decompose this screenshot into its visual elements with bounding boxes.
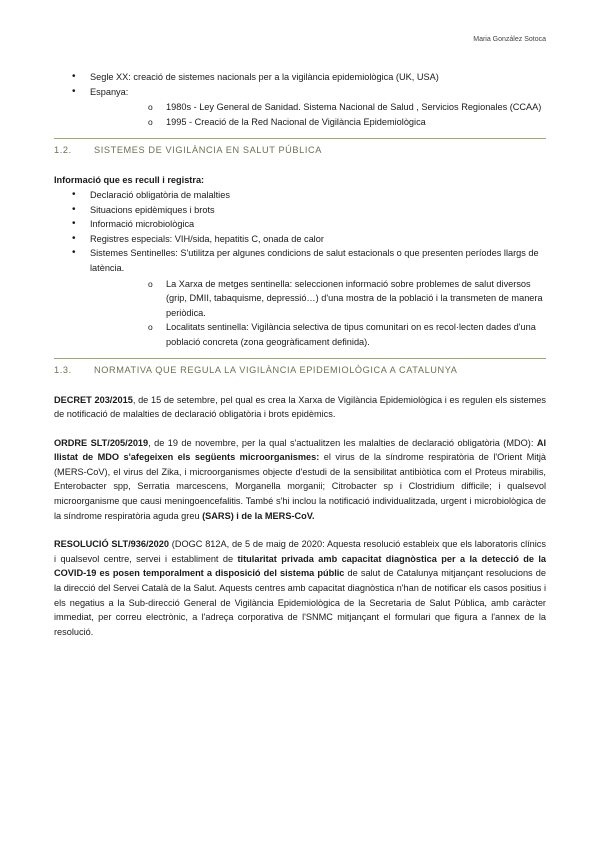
list-item: • Registres especials: VIH/sida, hepatitis C, onada de calor xyxy=(54,232,546,247)
info-list xyxy=(54,188,546,350)
section-number: 1.2. xyxy=(54,145,72,156)
section-heading-1-3 xyxy=(54,358,546,379)
list-item: o Localitats sentinella: Vigilància selectiva de tipus comunitari on es recol·lecten dades d'una població concreta (zona geogràficament definida). xyxy=(90,320,546,349)
info-heading: Informació que es recull i registra: xyxy=(54,175,205,186)
list-item: • Segle XX: creació de sistemes nacionals per a la vigilància epidemiològica (UK, USA) xyxy=(54,70,546,85)
ordre-paragraph: ORDRE SLT/205/2019, de 19 de novembre, per la qual s'actualitzen les malalties de declaració obligatòria (MDO): Al llistat de MDO s'afegeixen els següents microorganismes: el virus de la síndrome respiratòria de l'Orient Mitjà (MERS-CoV), el virus del Zika, i microorganismes objecte d'estudi de la sensibilitat antibiòtica com el Proteus mirabilis, Enterobacter spp, Serratia marcescens, Morganella morganii; Citrobacter sp i Clostridium difficile; i qualsevol microorganisme que causi meningoencefalitis. També s'hi inclou la notificació individualitzada, urgent i microbiològica de la síndrome respiratòria aguda greu (SARS) i de la MERS-CoV. xyxy=(54,437,546,521)
decret-paragraph: DECRET 203/2015, de 15 de setembre, pel qual es crea la Xarxa de Vigilància Epidemiològica i es regulen els sistemes de notificació de malalties de declaració obligatòria i brots epidèmics. xyxy=(54,394,547,420)
document-body xyxy=(54,70,546,639)
section-heading-1-2 xyxy=(54,138,546,159)
section-title: SISTEMES DE VIGILÀNCIA EN SALUT PÚBLICA xyxy=(94,145,322,156)
decret-ref: DECRET 203/2015 xyxy=(54,394,133,405)
list-item-label: Sistemes Sentinelles: S'utilitza per algunes condicions de salut estacionals o que presenten períodes llargs de latència. xyxy=(90,248,539,273)
list-item: • Informació microbiològica xyxy=(54,217,546,232)
list-item: • Declaració obligatòria de malalties xyxy=(54,188,546,203)
section-number: 1.3. xyxy=(54,364,72,375)
resolucio-ref: RESOLUCIÓ SLT/936/2020 xyxy=(54,539,169,550)
list-item: o 1995 - Creació de la Red Nacional de Vigilància Epidemiològica xyxy=(90,115,546,130)
list-item: o 1980s - Ley General de Sanidad. Sistema Nacional de Salud , Servicios Regionales (CCAA) xyxy=(90,100,546,115)
list-item: o La Xarxa de metges sentinella: seleccionen informació sobre problemes de salut diversos (grip, DMII, tabaquisme, depressió…) d'una mostra de la població i la transmeten de manera periòdica. xyxy=(90,277,546,321)
list-item-label: Espanya: xyxy=(90,86,129,97)
spain-sublist xyxy=(90,100,546,129)
section-title: NORMATIVA QUE REGULA LA VIGILÀNCIA EPIDEMIOLÒGICA A CATALUNYA xyxy=(94,364,458,375)
list-item xyxy=(54,85,546,130)
list-item xyxy=(54,246,546,349)
author-header: Maria González Sotoca xyxy=(473,36,546,43)
list-item: • Situacions epidèmiques i brots xyxy=(54,203,546,218)
intro-list xyxy=(54,70,546,129)
ordre-ref: ORDRE SLT/205/2019 xyxy=(54,437,149,448)
sentinel-sublist xyxy=(90,277,546,350)
resolucio-paragraph: RESOLUCIÓ SLT/936/2020 (DOGC 812A, de 5 de maig de 2020: Aquesta resolució estableix que els laboratoris clínics i qualsevol centre, servei i establiment de titularitat privada amb capacitat diagnòstica per a la detecció de la COVID-19 es posen temporalment a disposició del sistema públic de salut de Catalunya mitjançant resolucions de la direcció del Servei Català de la Salut. Aquests centres amb capacitat diagnòstica n'han de notificar els casos positius i els negatius a la Sub-direcció General de Vigilància Epidemiològica de la Secretaria de Salut Pública, amb caràcter immediat, per correu electrònic, a l'adreça corporativa de l'SNMC mitjançant el formulari que figura a l'annex de la resolució. xyxy=(54,539,546,637)
